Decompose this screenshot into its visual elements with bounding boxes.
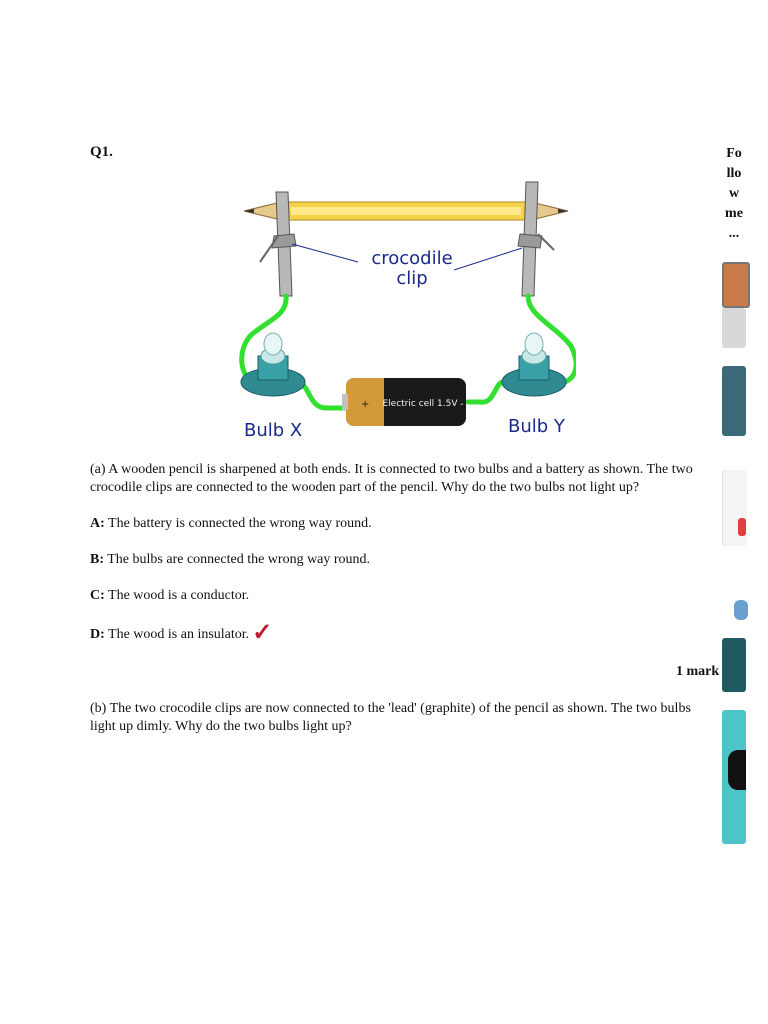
battery-plus: + xyxy=(361,399,370,410)
option-text: The bulbs are connected the wrong way round. xyxy=(107,552,371,567)
option-letter: B: xyxy=(90,552,104,567)
part-a-question: (a) A wooden pencil is sharpened at both ends. It is connected to two bulbs and a battery as shown. The two crocodile clips are connected to the wooden part of the pencil. Why do the two bulbs not light up? xyxy=(90,462,693,495)
crocodile-clip-right-icon xyxy=(518,182,554,296)
follow-line: ... xyxy=(728,226,740,241)
follow-line: Fo xyxy=(726,146,742,161)
option-letter: D: xyxy=(90,627,105,642)
correct-tick-icon: ✓ xyxy=(252,620,273,646)
sidebar-red-badge[interactable] xyxy=(738,518,746,536)
question-number: Q1. xyxy=(90,144,113,160)
option-text: The wood is an insulator. xyxy=(108,627,250,642)
option-text: The wood is a conductor. xyxy=(108,588,250,603)
sidebar-thumbnail-3[interactable] xyxy=(722,366,746,436)
option-letter: C: xyxy=(90,588,105,603)
follow-line: w xyxy=(728,186,740,201)
bulb-x-icon xyxy=(241,333,305,396)
circuit-diagram xyxy=(236,176,576,448)
bulb-x-label: Bulb X xyxy=(244,420,303,441)
pencil-icon xyxy=(244,202,568,220)
right-sidebar xyxy=(722,140,768,860)
follow-line: llo xyxy=(726,166,742,181)
part-b-question: (b) The two crocodile clips are now connected to the 'lead' (graphite) of the pencil as shown. The two bulbs light up dimly. Why do the two bulbs light up? xyxy=(90,701,691,734)
thumbs-up-icon[interactable] xyxy=(734,600,748,620)
battery-label: Electric cell 1.5V xyxy=(382,399,458,409)
follow-me-label[interactable] xyxy=(722,144,746,244)
bulb-y-label: Bulb Y xyxy=(508,416,565,437)
mark-value: 1 mark xyxy=(676,664,720,679)
option-a xyxy=(90,515,720,533)
follow-line: me xyxy=(725,206,743,221)
option-c xyxy=(90,587,720,605)
battery-icon xyxy=(342,378,466,426)
sidebar-thumbnail-6-shape xyxy=(728,750,746,790)
option-text: The battery is connected the wrong way round. xyxy=(108,516,372,531)
callout-label-line2: clip xyxy=(396,268,428,289)
option-d xyxy=(90,620,720,646)
battery-minus: - xyxy=(460,399,464,410)
sidebar-thumbnail-1[interactable] xyxy=(722,262,750,308)
sidebar-thumbnail-2[interactable] xyxy=(722,308,746,348)
sidebar-thumbnail-5[interactable] xyxy=(722,638,746,692)
bulb-y-icon xyxy=(502,333,566,396)
callout-label-line1: crocodile xyxy=(371,248,453,269)
option-b xyxy=(90,551,720,569)
option-letter: A: xyxy=(90,516,105,531)
